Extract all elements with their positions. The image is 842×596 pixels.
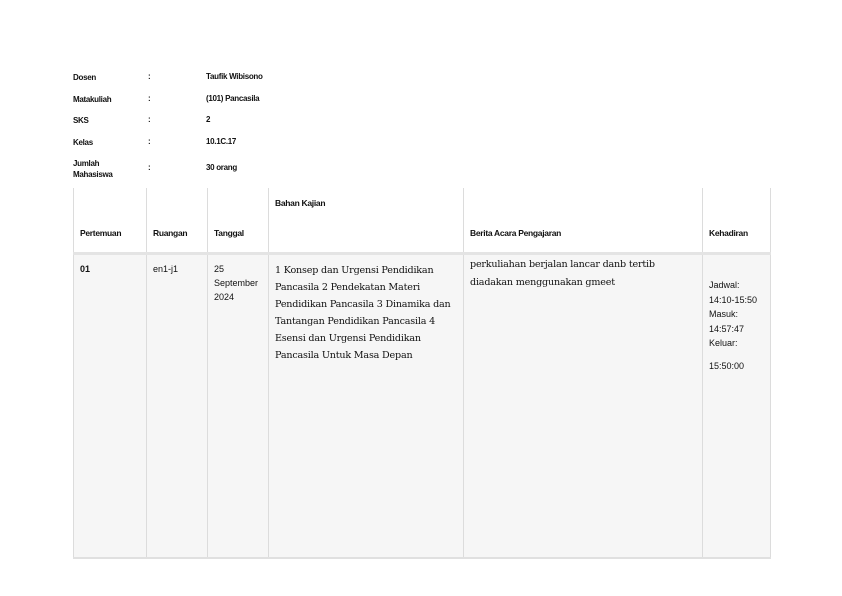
info-colon: : xyxy=(148,93,151,103)
info-value: 2 xyxy=(206,115,211,124)
cell-ruangan: en1-j1 xyxy=(147,254,208,559)
info-colon: : xyxy=(148,115,151,124)
info-colon: : xyxy=(148,136,151,146)
info-label: SKS xyxy=(73,116,89,125)
cell-berita-acara: perkuliahan berjalan lancar danb tertib diadakan menggunakan gmeet xyxy=(464,254,703,559)
info-label: Matakuliah xyxy=(73,94,112,104)
info-colon: : xyxy=(148,163,151,172)
table-header-row xyxy=(74,188,771,254)
cell-bahan-kajian: 1 Konsep dan Urgensi Pendidikan Pancasila 2 Pendekatan Materi Pendidikan Pancasila 3 Dinamika dan Tantangan Pendidikan Pancasila 4 Esensi dan Urgensi Pendidikan Pancasila Untuk Masa Depan xyxy=(269,254,464,559)
info-value: 10.1C.17 xyxy=(206,136,237,146)
cell-tanggal: 25 September 2024 xyxy=(208,254,269,559)
meeting-table xyxy=(73,188,771,559)
kehadiran-keluar: 15:50:00 xyxy=(709,360,745,371)
table-row xyxy=(74,254,771,559)
header-ruangan: Ruangan xyxy=(147,188,208,254)
info-value: 30 orang xyxy=(206,163,237,172)
cell-pertemuan: 01 xyxy=(74,254,147,559)
info-label: Dosen xyxy=(73,73,96,82)
cell-kehadiran xyxy=(703,254,771,559)
header-pertemuan: Pertemuan xyxy=(74,188,147,254)
header-bahan-kajian: Bahan Kajian xyxy=(269,188,464,254)
info-value: Taufik Wibisono xyxy=(206,72,263,81)
header-kehadiran: Kehadiran xyxy=(703,188,771,254)
info-colon: : xyxy=(148,72,151,81)
kehadiran-masuk: Masuk: 14:57:47 xyxy=(709,309,745,334)
info-label: Kelas xyxy=(73,137,93,147)
info-label: Jumlah Mahasiswa xyxy=(73,159,113,179)
header-berita-acara: Berita Acara Pengajaran xyxy=(464,188,703,254)
header-tanggal: Tanggal xyxy=(208,188,269,254)
kehadiran-jadwal: Jadwal: 14:10-15:50 xyxy=(709,280,758,305)
info-value: (101) Pancasila xyxy=(206,93,260,103)
kehadiran-keluar-label: Keluar: xyxy=(709,338,738,348)
